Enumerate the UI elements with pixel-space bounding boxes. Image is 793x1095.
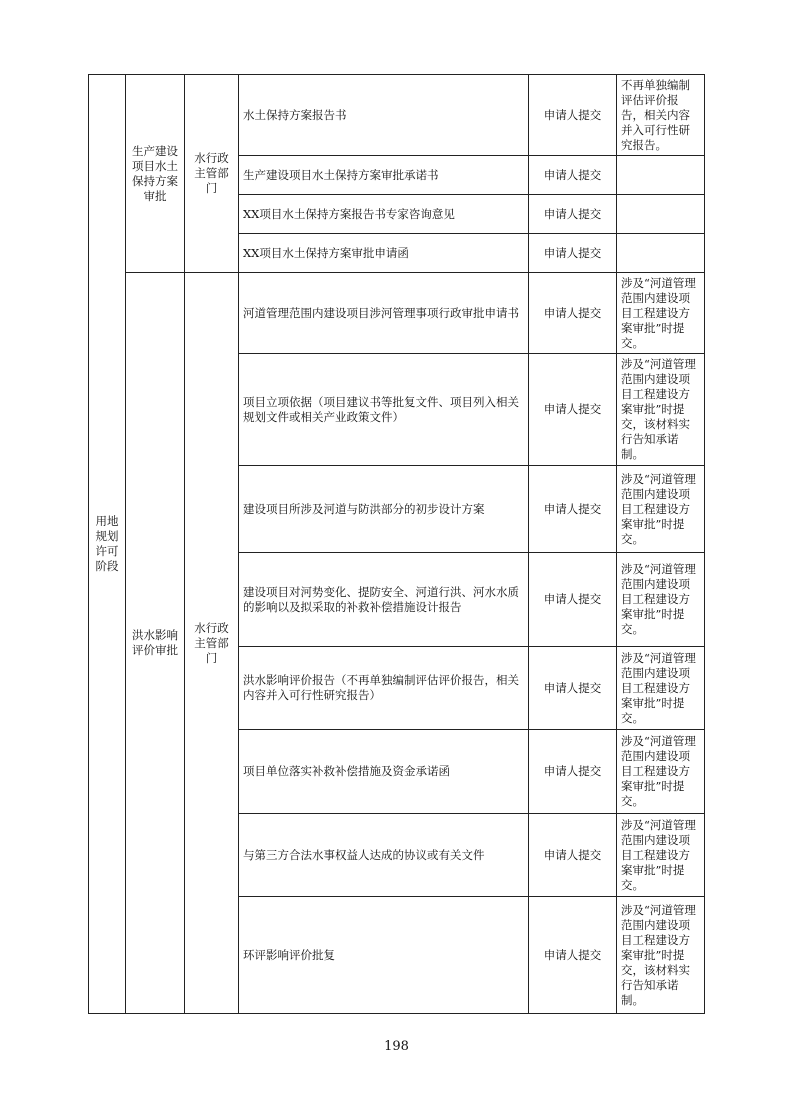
page-number: 198 [384,1039,409,1054]
material-cell: 建设项目所涉及河道与防洪部分的初步设计方案 [239,466,529,553]
source-cell: 申请人提交 [529,75,617,156]
material-cell: 建设项目对河势变化、提防安全、河道行洪、河水水质的影响以及拟采取的补救补偿措施设计报告 [239,553,529,647]
material-cell: 河道管理范围内建设项目涉河管理事项行政审批申请书 [239,273,529,354]
source-cell: 申请人提交 [529,195,617,234]
material-cell: 水土保持方案报告书 [239,75,529,156]
source-cell: 申请人提交 [529,156,617,195]
note-cell: 涉及“河道管理范围内建设项目工程建设方案审批”时提交。 [617,553,705,647]
material-cell: 与第三方合法水事权益人达成的协议或有关文件 [239,814,529,897]
note-cell: 涉及“河道管理范围内建设项目工程建设方案审批”时提交，该材料实行告知承诺制。 [617,897,705,1014]
material-cell: XX项目水土保持方案报告书专家咨询意见 [239,195,529,234]
source-cell: 申请人提交 [529,553,617,647]
approval-item-cell: 洪水影响评价审批 [126,273,185,1014]
materials-table [88,74,705,1014]
department-cell: 水行政主管部门 [185,75,239,273]
source-cell: 申请人提交 [529,647,617,730]
source-cell: 申请人提交 [529,730,617,814]
source-cell: 申请人提交 [529,273,617,354]
note-cell: 涉及“河道管理范围内建设项目工程建设方案审批”时提交。 [617,730,705,814]
material-cell: 项目立项依据（项目建议书等批复文件、项目列入相关规划文件或相关产业政策文件） [239,354,529,466]
material-cell: XX项目水土保持方案审批申请函 [239,234,529,273]
note-cell: 涉及“河道管理范围内建设项目工程建设方案审批”时提交，该材料实行告知承诺制。 [617,354,705,466]
note-cell [617,234,705,273]
table-row [89,273,705,354]
note-cell: 涉及“河道管理范围内建设项目工程建设方案审批”时提交。 [617,466,705,553]
note-cell: 涉及“河道管理范围内建设项目工程建设方案审批”时提交。 [617,273,705,354]
approval-item-cell: 生产建设项目水土保持方案审批 [126,75,185,273]
material-cell: 生产建设项目水土保持方案审批承诺书 [239,156,529,195]
source-cell: 申请人提交 [529,814,617,897]
material-cell: 环评影响评价批复 [239,897,529,1014]
note-cell [617,156,705,195]
source-cell: 申请人提交 [529,897,617,1014]
material-cell: 项目单位落实补救补偿措施及资金承诺函 [239,730,529,814]
note-cell: 涉及“河道管理范围内建设项目工程建设方案审批”时提交。 [617,647,705,730]
note-cell: 不再单独编制评估评价报告，相关内容并入可行性研究报告。 [617,75,705,156]
source-cell: 申请人提交 [529,354,617,466]
department-cell: 水行政主管部门 [185,273,239,1014]
source-cell: 申请人提交 [529,466,617,553]
stage-cell: 用地规划许可阶段 [89,75,126,1014]
material-cell: 洪水影响评价报告（不再单独编制评估评价报告，相关内容并入可行性研究报告） [239,647,529,730]
source-cell: 申请人提交 [529,234,617,273]
note-cell [617,195,705,234]
note-cell: 涉及“河道管理范围内建设项目工程建设方案审批”时提交。 [617,814,705,897]
table-row [89,75,705,156]
